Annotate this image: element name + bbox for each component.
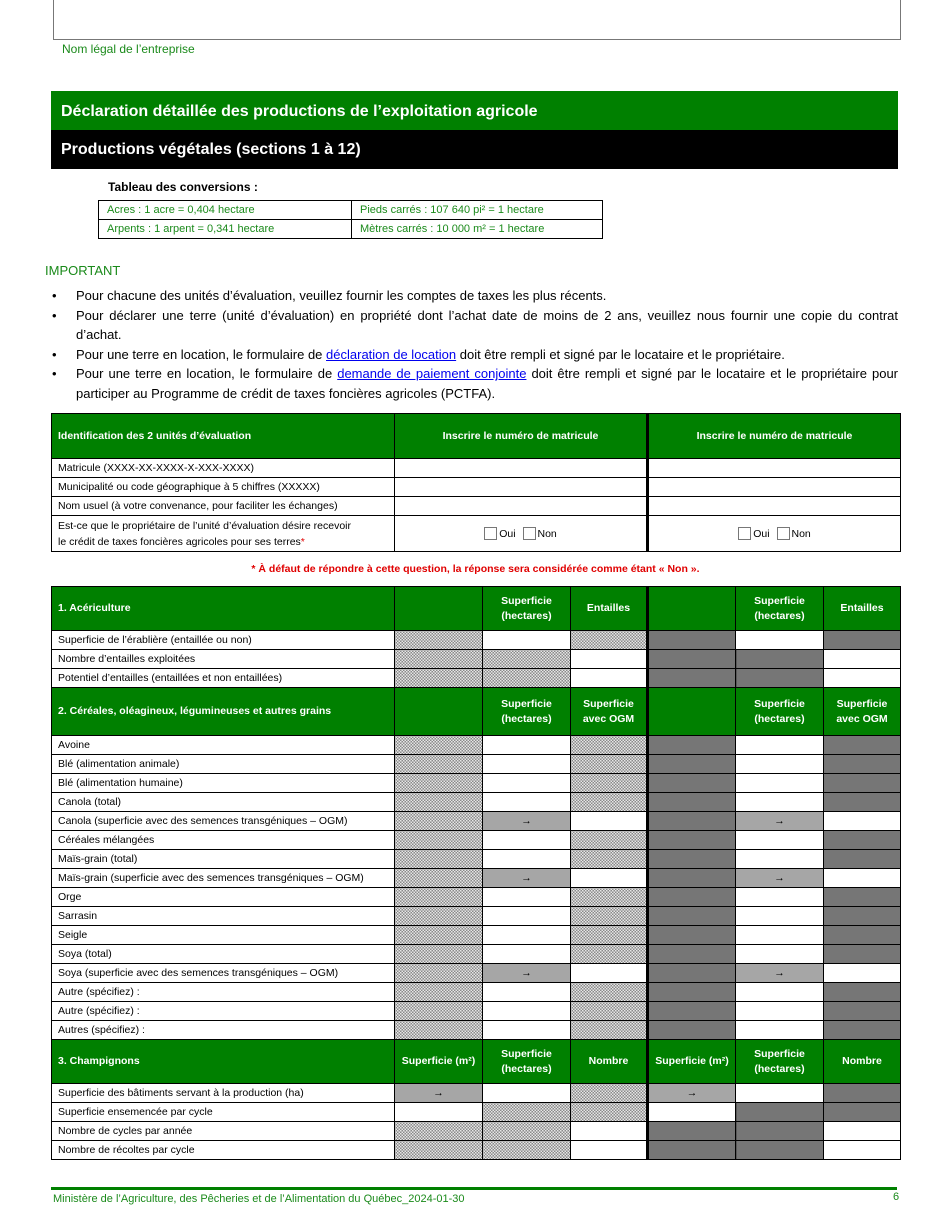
disabled-cell — [648, 1141, 736, 1160]
input-cell[interactable] — [736, 907, 824, 926]
input-cell[interactable] — [736, 831, 824, 850]
input-cell[interactable] — [483, 1021, 571, 1040]
header-superficie-ogm: Superficie avec OGM — [824, 688, 901, 736]
header-superficie-ha: Superficie (hectares) — [483, 587, 571, 631]
page-title: Déclaration détaillée des productions de l’exploitation agricole — [51, 91, 898, 130]
row-label: Superficie des bâtiments servant à la production (ha) — [52, 1084, 395, 1103]
disabled-cell — [395, 631, 483, 650]
input-cell[interactable] — [483, 945, 571, 964]
arrow-icon: → — [648, 1084, 736, 1103]
credit-question — [52, 516, 395, 552]
non-label: Non — [537, 528, 557, 540]
page-number: 6 — [893, 1191, 900, 1203]
conversion-sqft: Pieds carrés : 107 640 pi² = 1 hectare — [352, 201, 603, 220]
disabled-cell — [571, 888, 648, 907]
disabled-cell — [648, 755, 736, 774]
header-superficie-m2: Superficie (m²) — [648, 1040, 736, 1084]
input-cell[interactable] — [824, 1141, 901, 1160]
disabled-cell — [571, 983, 648, 1002]
disabled-cell — [395, 1141, 483, 1160]
disabled-cell — [648, 650, 736, 669]
input-cell[interactable] — [483, 1084, 571, 1103]
arrow-icon: → — [483, 869, 571, 888]
conversions-title: Tableau des conversions : — [108, 180, 258, 194]
disabled-cell — [483, 1103, 571, 1122]
disabled-cell — [648, 850, 736, 869]
input-cell[interactable] — [824, 650, 901, 669]
input-cell[interactable] — [824, 1122, 901, 1141]
disabled-cell — [824, 888, 901, 907]
disabled-cell — [648, 1002, 736, 1021]
arrow-icon: → — [736, 964, 824, 983]
important-item-purchase: • Pour déclarer une terre (unité d’évaluation) en propriété dont l’achat date de moins de 2 ans, veuillez nous fournir une copie du contrat d’achat. — [52, 306, 898, 345]
disabled-cell — [824, 983, 901, 1002]
disabled-cell — [571, 850, 648, 869]
input-cell[interactable] — [483, 926, 571, 945]
text: le crédit de taxes foncières agricoles pour ses terres — [58, 535, 301, 548]
important-item-joint-payment — [52, 364, 898, 403]
input-cell[interactable] — [736, 888, 824, 907]
row-label: Superficie ensemencée par cycle — [52, 1103, 395, 1122]
disabled-cell — [824, 774, 901, 793]
header-empty — [648, 587, 736, 631]
disabled-cell — [648, 831, 736, 850]
row-label: Canola (superficie avec des semences transgéniques – OGM) — [52, 812, 395, 831]
disabled-cell — [483, 669, 571, 688]
input-cell[interactable] — [571, 650, 648, 669]
disabled-cell — [395, 793, 483, 812]
row-label: Céréales mélangées — [52, 831, 395, 850]
header-nombre: Nombre — [571, 1040, 648, 1084]
required-asterisk: * — [300, 535, 305, 548]
row-label: Nom usuel (à votre convenance, pour faciliter les échanges) — [52, 497, 395, 516]
input-cell[interactable] — [824, 964, 901, 983]
section-3-header: 3. Champignons — [52, 1040, 395, 1084]
row-label: Blé (alimentation humaine) — [52, 774, 395, 793]
disabled-cell — [648, 907, 736, 926]
input-cell[interactable] — [736, 793, 824, 812]
disabled-cell — [483, 650, 571, 669]
disabled-cell — [395, 650, 483, 669]
disabled-cell — [824, 945, 901, 964]
input-cell[interactable] — [571, 669, 648, 688]
disabled-cell — [736, 1141, 824, 1160]
credit-choice-1 — [395, 516, 648, 552]
row-label: Seigle — [52, 926, 395, 945]
input-cell[interactable] — [571, 869, 648, 888]
disabled-cell — [571, 945, 648, 964]
disabled-cell — [571, 631, 648, 650]
disabled-cell — [395, 1122, 483, 1141]
rental-declaration-link[interactable]: déclaration de location — [326, 346, 457, 362]
header-empty — [648, 688, 736, 736]
joint-payment-link[interactable]: demande de paiement conjointe — [337, 366, 527, 381]
company-name-field[interactable] — [53, 0, 901, 40]
row-label: Canola (total) — [52, 793, 395, 812]
disabled-cell — [736, 1122, 824, 1141]
important-item-tax: • Pour chacune des unités d’évaluation, veuillez fournir les comptes de taxes les plus récents. — [52, 286, 898, 306]
credit-choice-2 — [648, 516, 901, 552]
disabled-cell — [571, 1002, 648, 1021]
row-label: Autres (spécifiez) : — [52, 1021, 395, 1040]
row-label: Potentiel d’entailles (entaillées et non entaillées) — [52, 669, 395, 688]
footer-text: Ministère de l’Agriculture, des Pêcheries et de l’Alimentation du Québec_2024-01-30 — [53, 1193, 465, 1205]
default-answer-note: * À défaut de répondre à cette question, la réponse sera considérée comme étant « Non ». — [251, 563, 700, 575]
conversion-sqm: Mètres carrés : 10 000 m² = 1 hectare — [352, 220, 603, 239]
input-cell[interactable] — [736, 755, 824, 774]
oui-label: Oui — [753, 528, 770, 540]
disabled-cell — [395, 869, 483, 888]
input-cell[interactable] — [571, 812, 648, 831]
disabled-cell — [824, 1002, 901, 1021]
header-superficie-m2: Superficie (m²) — [395, 1040, 483, 1084]
disabled-cell — [736, 1103, 824, 1122]
section-1-header: 1. Acériculture — [52, 587, 395, 631]
disabled-cell — [571, 774, 648, 793]
header-superficie-ha: Superficie (hectares) — [483, 1040, 571, 1084]
input-cell[interactable] — [571, 964, 648, 983]
arrow-icon: → — [736, 812, 824, 831]
identification-header: Identification des 2 unités d’évaluation — [52, 414, 395, 459]
disabled-cell — [395, 888, 483, 907]
disabled-cell — [571, 793, 648, 812]
row-label: Soya (total) — [52, 945, 395, 964]
input-cell[interactable] — [736, 983, 824, 1002]
text: doit être rempli et signé par le locataire et le propriétaire pour participer au Programme de crédit de taxes foncières agricoles (PCTFA). — [76, 366, 899, 401]
row-label: Nombre d’entailles exploitées — [52, 650, 395, 669]
input-cell[interactable] — [824, 669, 901, 688]
input-cell[interactable] — [571, 1122, 648, 1141]
important-item-rental — [52, 345, 898, 365]
productions-table — [51, 586, 901, 1160]
disabled-cell — [648, 1122, 736, 1141]
input-cell[interactable] — [483, 983, 571, 1002]
input-cell[interactable] — [736, 850, 824, 869]
input-cell[interactable] — [571, 1141, 648, 1160]
disabled-cell — [648, 669, 736, 688]
disabled-cell — [571, 1103, 648, 1122]
disabled-cell — [824, 907, 901, 926]
disabled-cell — [395, 983, 483, 1002]
disabled-cell — [395, 926, 483, 945]
page-subtitle: Productions végétales (sections 1 à 12) — [51, 130, 898, 169]
row-label: Autre (spécifiez) : — [52, 983, 395, 1002]
arrow-icon: → — [483, 964, 571, 983]
disabled-cell — [571, 755, 648, 774]
disabled-cell — [483, 1141, 571, 1160]
row-label: Sarrasin — [52, 907, 395, 926]
header-empty — [395, 688, 483, 736]
disabled-cell — [648, 736, 736, 755]
company-name-label: Nom légal de l’entreprise — [62, 42, 195, 56]
oui-checkbox-1[interactable] — [484, 527, 497, 540]
matricule-input-2[interactable] — [648, 459, 901, 478]
input-cell[interactable] — [483, 888, 571, 907]
usual-name-input-1[interactable] — [395, 497, 648, 516]
disabled-cell — [648, 1021, 736, 1040]
disabled-cell — [571, 1084, 648, 1103]
municipality-input-1[interactable] — [395, 478, 648, 497]
non-checkbox-2[interactable] — [777, 527, 790, 540]
header-superficie-ha: Superficie (hectares) — [736, 688, 824, 736]
row-label: Autre (spécifiez) : — [52, 1002, 395, 1021]
input-cell[interactable] — [483, 850, 571, 869]
disabled-cell — [395, 1021, 483, 1040]
input-cell[interactable] — [483, 1002, 571, 1021]
disabled-cell — [395, 945, 483, 964]
disabled-cell — [571, 926, 648, 945]
table-row — [52, 631, 901, 650]
input-cell[interactable] — [483, 774, 571, 793]
disabled-cell — [571, 1021, 648, 1040]
disabled-cell — [824, 755, 901, 774]
input-cell[interactable] — [736, 631, 824, 650]
disabled-cell — [571, 736, 648, 755]
arrow-icon: → — [483, 812, 571, 831]
disabled-cell — [395, 774, 483, 793]
header-nombre: Nombre — [824, 1040, 901, 1084]
disabled-cell — [571, 831, 648, 850]
disabled-cell — [824, 850, 901, 869]
header-superficie-ha: Superficie (hectares) — [483, 688, 571, 736]
disabled-cell — [736, 650, 824, 669]
oui-checkbox-2[interactable] — [738, 527, 751, 540]
row-label: Blé (alimentation animale) — [52, 755, 395, 774]
row-label: Orge — [52, 888, 395, 907]
text: doit être rempli et signé par le locataire et le propriétaire. — [456, 346, 785, 362]
input-cell[interactable] — [483, 736, 571, 755]
disabled-cell — [395, 812, 483, 831]
disabled-cell — [648, 964, 736, 983]
disabled-cell — [571, 907, 648, 926]
conversion-acres: Acres : 1 acre = 0,404 hectare — [99, 201, 352, 220]
row-label: Maïs-grain (superficie avec des semences transgéniques – OGM) — [52, 869, 395, 888]
disabled-cell — [648, 945, 736, 964]
disabled-cell — [395, 1002, 483, 1021]
matricule-input-1[interactable] — [395, 459, 648, 478]
text: Pour une terre en location, le formulaire de — [76, 366, 338, 381]
row-label: Avoine — [52, 736, 395, 755]
row-label: Superficie de l’érablière (entaillée ou non) — [52, 631, 395, 650]
disabled-cell — [648, 983, 736, 1002]
text: Est-ce que le propriétaire de l’unité d’évaluation désire recevoir — [58, 519, 351, 532]
disabled-cell — [483, 1122, 571, 1141]
disabled-cell — [824, 631, 901, 650]
arrow-icon: → — [395, 1084, 483, 1103]
row-label: Matricule (XXXX-XX-XXXX-X-XXX-XXXX) — [52, 459, 395, 478]
input-cell[interactable] — [736, 1084, 824, 1103]
header-entailles: Entailles — [571, 587, 648, 631]
disabled-cell — [824, 736, 901, 755]
disabled-cell — [395, 907, 483, 926]
input-cell[interactable] — [736, 774, 824, 793]
header-superficie-ha: Superficie (hectares) — [736, 1040, 824, 1084]
important-list — [52, 286, 898, 403]
conversion-arpents: Arpents : 1 arpent = 0,341 hectare — [99, 220, 352, 239]
matricule-header-2: Inscrire le numéro de matricule — [648, 414, 901, 459]
arrow-icon: → — [736, 869, 824, 888]
input-cell[interactable] — [736, 926, 824, 945]
non-label: Non — [791, 528, 811, 540]
section-2-header: 2. Céréales, oléagineux, légumineuses et autres grains — [52, 688, 395, 736]
header-entailles: Entailles — [824, 587, 901, 631]
input-cell[interactable] — [736, 945, 824, 964]
row-label: Maïs-grain (total) — [52, 850, 395, 869]
disabled-cell — [395, 831, 483, 850]
input-cell[interactable] — [483, 755, 571, 774]
header-empty — [395, 587, 483, 631]
row-label: Nombre de récoltes par cycle — [52, 1141, 395, 1160]
disabled-cell — [395, 850, 483, 869]
text: Pour une terre en location, le formulaire de — [76, 346, 327, 362]
important-heading: IMPORTANT — [45, 263, 121, 278]
disabled-cell — [648, 888, 736, 907]
disabled-cell — [824, 1103, 901, 1122]
municipality-input-2[interactable] — [648, 478, 901, 497]
input-cell[interactable] — [483, 793, 571, 812]
input-cell[interactable] — [483, 631, 571, 650]
table-row — [52, 669, 901, 688]
disabled-cell — [395, 736, 483, 755]
disabled-cell — [648, 812, 736, 831]
disabled-cell — [824, 1021, 901, 1040]
usual-name-input-2[interactable] — [648, 497, 901, 516]
input-cell[interactable] — [736, 736, 824, 755]
table-row — [52, 650, 901, 669]
row-label: Nombre de cycles par année — [52, 1122, 395, 1141]
conversions-table — [98, 200, 603, 239]
input-cell[interactable] — [824, 812, 901, 831]
disabled-cell — [824, 1084, 901, 1103]
disabled-cell — [824, 831, 901, 850]
disabled-cell — [824, 793, 901, 812]
matricule-header-1: Inscrire le numéro de matricule — [395, 414, 648, 459]
disabled-cell — [395, 755, 483, 774]
disabled-cell — [648, 793, 736, 812]
disabled-cell — [736, 669, 824, 688]
disabled-cell — [648, 774, 736, 793]
disabled-cell — [648, 869, 736, 888]
input-cell[interactable] — [736, 1002, 824, 1021]
header-superficie-ogm: Superficie avec OGM — [571, 688, 648, 736]
row-label: Municipalité ou code géographique à 5 chiffres (XXXXX) — [52, 478, 395, 497]
input-cell[interactable] — [824, 869, 901, 888]
input-cell[interactable] — [483, 907, 571, 926]
disabled-cell — [395, 964, 483, 983]
header-superficie-ha: Superficie (hectares) — [736, 587, 824, 631]
identification-table — [51, 413, 901, 552]
disabled-cell — [648, 631, 736, 650]
disabled-cell — [824, 926, 901, 945]
input-cell[interactable] — [483, 831, 571, 850]
row-label: Soya (superficie avec des semences transgéniques – OGM) — [52, 964, 395, 983]
non-checkbox-1[interactable] — [523, 527, 536, 540]
oui-label: Oui — [499, 528, 516, 540]
footer-divider — [51, 1187, 897, 1190]
input-cell[interactable] — [395, 1103, 483, 1122]
input-cell[interactable] — [736, 1021, 824, 1040]
input-cell[interactable] — [648, 1103, 736, 1122]
disabled-cell — [395, 669, 483, 688]
disabled-cell — [648, 926, 736, 945]
